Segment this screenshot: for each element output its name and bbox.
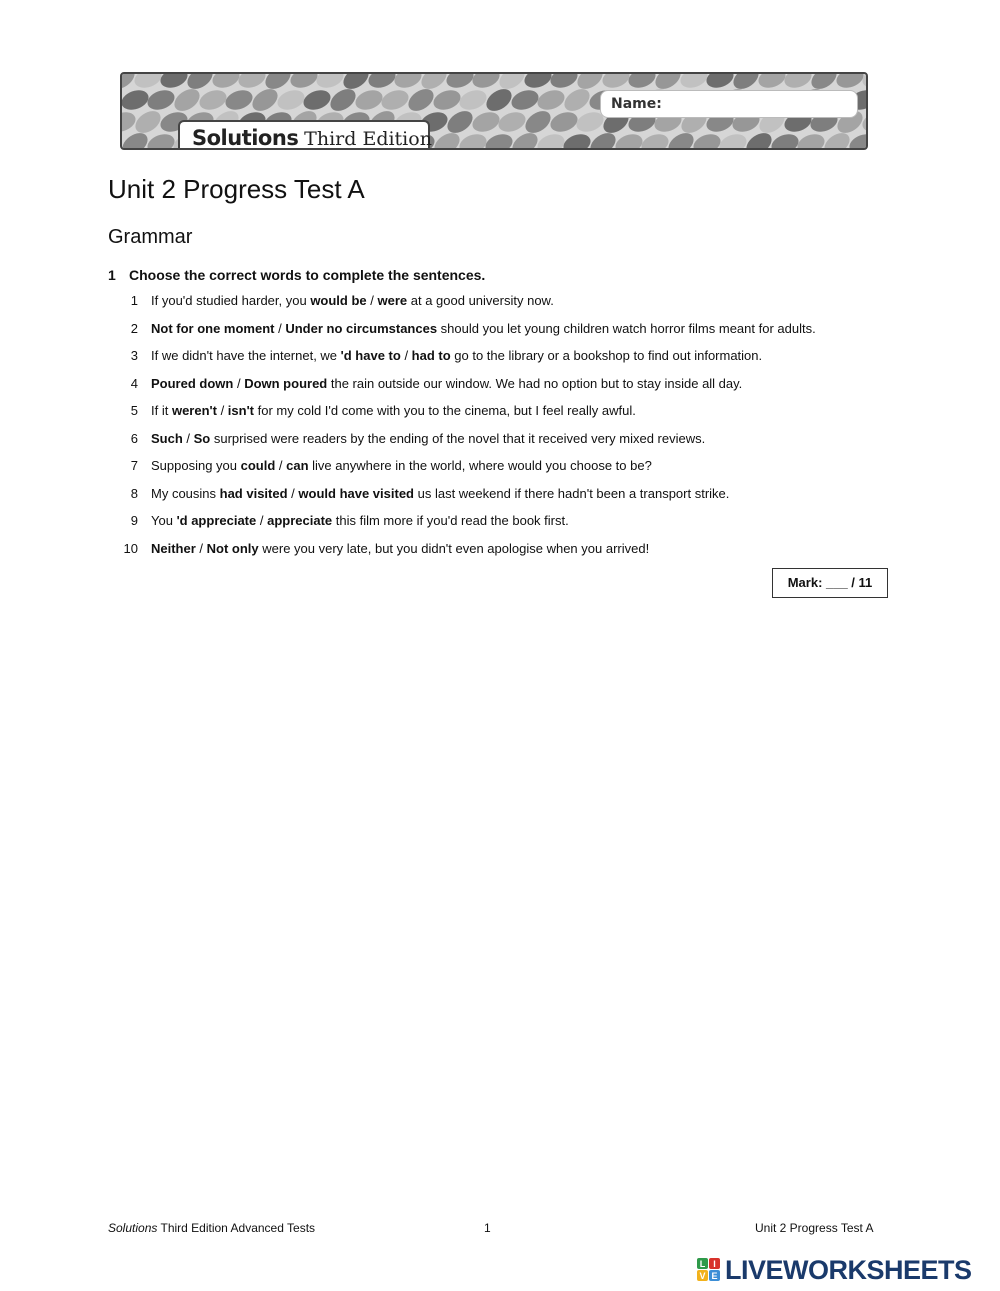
liveworksheets-logo-icon (697, 1258, 721, 1282)
banner-shape (288, 74, 320, 91)
banner-shape (509, 87, 541, 113)
banner-shape (522, 74, 554, 91)
banner-shape (197, 87, 229, 113)
banner-shape (131, 107, 164, 138)
item-text-segment: / (216, 403, 228, 418)
item-text-segment: If it (151, 403, 172, 418)
answer-option[interactable]: can (286, 458, 309, 473)
banner-shape (600, 74, 632, 91)
footer-left (108, 1221, 315, 1235)
logo-letter: I (713, 1259, 716, 1269)
item-text-segment: / (195, 540, 207, 556)
banner-shape (548, 74, 580, 91)
logo-letter: L (699, 1259, 706, 1269)
item-number: 8 (130, 485, 138, 501)
item-text (151, 321, 816, 337)
item-text-segment: / (274, 320, 286, 336)
section-title: Grammar (108, 226, 193, 248)
answer-option[interactable]: Poured down (151, 375, 234, 391)
banner-shape (248, 85, 281, 116)
footer-series: Solutions (108, 1221, 158, 1235)
banner-shape (145, 87, 177, 113)
answer-option[interactable]: Not for one moment (151, 320, 275, 336)
brand-tab (178, 120, 430, 150)
brand-logo (192, 126, 432, 150)
banner-shape (301, 87, 333, 113)
banner-shape (470, 74, 502, 91)
banner-shape (457, 87, 489, 113)
brand-name: Solutions (192, 126, 299, 150)
banner-shape (326, 85, 359, 116)
banner-shape (717, 131, 749, 150)
item-number: 6 (130, 430, 138, 446)
item-text (151, 293, 554, 309)
item-text-segment: My cousins (151, 485, 220, 501)
item-text-segment: / (366, 293, 378, 308)
banner-shape (379, 87, 411, 113)
item-text (151, 376, 742, 392)
exercise-instruction-text: Choose the correct words to complete the sentences. (129, 267, 486, 283)
banner-shape (483, 131, 515, 150)
item-text-segment: live anywhere in the world, where would you choose to be? (308, 458, 652, 473)
banner-shape (145, 131, 177, 150)
logo-letter: V (699, 1271, 706, 1281)
item-text-segment: surprised were readers by the ending of the novel that it received very mixed reviews. (210, 430, 706, 446)
banner-shape (366, 74, 398, 91)
banner-shape (457, 131, 489, 150)
exercise-item (108, 513, 898, 541)
item-text (151, 486, 729, 502)
item-number: 10 (123, 540, 138, 556)
banner-shape (795, 131, 827, 150)
page-title: Unit 2 Progress Test A (108, 174, 365, 204)
banner-shape (223, 87, 255, 113)
exercise-item (108, 541, 898, 569)
item-text-segment: should you let young children watch horror films meant for adults. (437, 320, 816, 336)
item-text-segment: You (151, 513, 177, 528)
exercise-item (108, 403, 898, 431)
header-banner (120, 72, 868, 150)
banner-shape (353, 87, 385, 113)
answer-option[interactable]: had visited (219, 485, 288, 501)
banner-shape (678, 74, 710, 91)
item-text-segment: / (233, 375, 245, 391)
banner-shape (275, 87, 307, 113)
item-number: 4 (130, 375, 138, 391)
footer-series-rest: Third Edition Advanced Tests (157, 1221, 316, 1235)
item-text-segment: Supposing you (151, 458, 241, 473)
item-text-segment: / (400, 348, 412, 363)
item-number: 5 (130, 403, 138, 418)
item-text-segment: / (275, 458, 287, 473)
item-text-segment: us last weekend if there hadn't been a transport strike. (414, 485, 730, 501)
item-text-segment: If you'd studied harder, you (151, 293, 311, 308)
banner-shape (132, 74, 164, 91)
banner-shape (535, 131, 567, 150)
answer-option[interactable]: would have visited (298, 485, 414, 501)
banner-shape (392, 74, 424, 91)
item-text-segment: at a good university now. (407, 293, 554, 308)
name-field[interactable] (600, 90, 858, 118)
item-number: 3 (130, 348, 138, 363)
item-text (151, 403, 636, 419)
banner-shape (158, 74, 190, 91)
banner-shape (639, 131, 671, 150)
answer-option[interactable]: weren't (171, 403, 217, 418)
exercise-item (108, 293, 898, 321)
answer-option[interactable]: would be (310, 293, 367, 308)
banner-shape (236, 74, 268, 91)
answer-option[interactable]: had to (411, 348, 451, 363)
item-text (151, 431, 705, 447)
answer-option[interactable]: So (193, 430, 211, 446)
banner-shape (704, 74, 736, 91)
banner-shape (626, 74, 658, 91)
exercise-number: 1 (108, 267, 116, 283)
item-text-segment: the rain outside our window. We had no option but to stay inside all day. (327, 375, 743, 391)
banner-shape (691, 131, 723, 150)
item-text-segment: this film more if you'd read the book first. (332, 513, 569, 528)
exercise-item (108, 348, 898, 376)
exercise-item (108, 458, 898, 486)
answer-option[interactable]: isn't (227, 403, 254, 418)
banner-shape (561, 131, 593, 150)
footer-page-number: 1 (484, 1221, 491, 1235)
banner-shape (314, 74, 346, 91)
exercise-item (108, 431, 898, 459)
banner-shape (210, 74, 242, 91)
item-text (151, 348, 762, 364)
answer-option[interactable]: Such (151, 430, 183, 446)
banner-shape (560, 85, 593, 116)
banner-shape (756, 74, 788, 91)
banner-shape (769, 131, 801, 150)
banner-shape (170, 85, 203, 116)
banner-shape (548, 109, 580, 135)
logo-letter: E (711, 1271, 718, 1281)
item-text-segment: go to the library or a bookshop to find out information. (450, 348, 763, 363)
answer-option[interactable]: appreciate (267, 513, 333, 528)
item-text-segment: for my cold I'd come with you to the cinema, but I feel really awful. (254, 403, 636, 418)
banner-shape (444, 74, 476, 91)
banner-shape (847, 131, 868, 150)
item-text-segment: / (182, 430, 194, 446)
item-text (151, 513, 569, 529)
exercise-items (108, 293, 898, 568)
answer-option[interactable]: Neither (151, 540, 196, 556)
answer-option[interactable]: could (240, 458, 276, 473)
item-text-segment: were you very late, but you didn't even apologise when you arrived! (258, 540, 650, 556)
banner-shape (470, 109, 502, 135)
banner-shape (496, 109, 528, 135)
answer-option[interactable]: Down poured (244, 375, 328, 391)
footer-right: Unit 2 Progress Test A (755, 1221, 874, 1235)
banner-shape (535, 87, 567, 113)
item-text-segment: / (287, 485, 299, 501)
banner-shape (431, 87, 463, 113)
brand-edition: Third Edition (304, 128, 432, 150)
item-number: 1 (130, 293, 138, 308)
item-number: 9 (130, 513, 138, 528)
banner-shape (122, 87, 151, 113)
banner-shape (782, 74, 814, 91)
banner-shape (482, 85, 515, 116)
exercise-instruction (108, 267, 485, 283)
answer-option[interactable]: 'd have to (340, 348, 401, 363)
item-text-segment: / (256, 513, 268, 528)
banner-shape (404, 85, 437, 116)
exercise-item (108, 486, 898, 514)
item-number: 7 (130, 458, 138, 473)
answer-option[interactable]: were (377, 293, 408, 308)
item-text-segment: If we didn't have the internet, we (151, 348, 341, 363)
name-label: Name: (611, 96, 662, 112)
item-number: 2 (130, 320, 138, 336)
mark-box: Mark: ___ / 11 (772, 568, 888, 598)
banner-shape (613, 131, 645, 150)
exercise-item (108, 376, 898, 404)
banner-shape (834, 74, 866, 91)
answer-option[interactable]: Under no circumstances (285, 320, 438, 336)
item-text (151, 458, 652, 474)
liveworksheets-text: LIVEWORKSHEETS (725, 1254, 972, 1285)
answer-option[interactable]: 'd appreciate (176, 513, 257, 528)
banner-shape (122, 109, 138, 135)
exercise-item (108, 321, 898, 349)
banner-shape (443, 107, 476, 138)
liveworksheets-watermark[interactable] (697, 1256, 972, 1284)
banner-shape (521, 107, 554, 138)
item-text (151, 541, 649, 557)
answer-option[interactable]: Not only (206, 540, 259, 556)
